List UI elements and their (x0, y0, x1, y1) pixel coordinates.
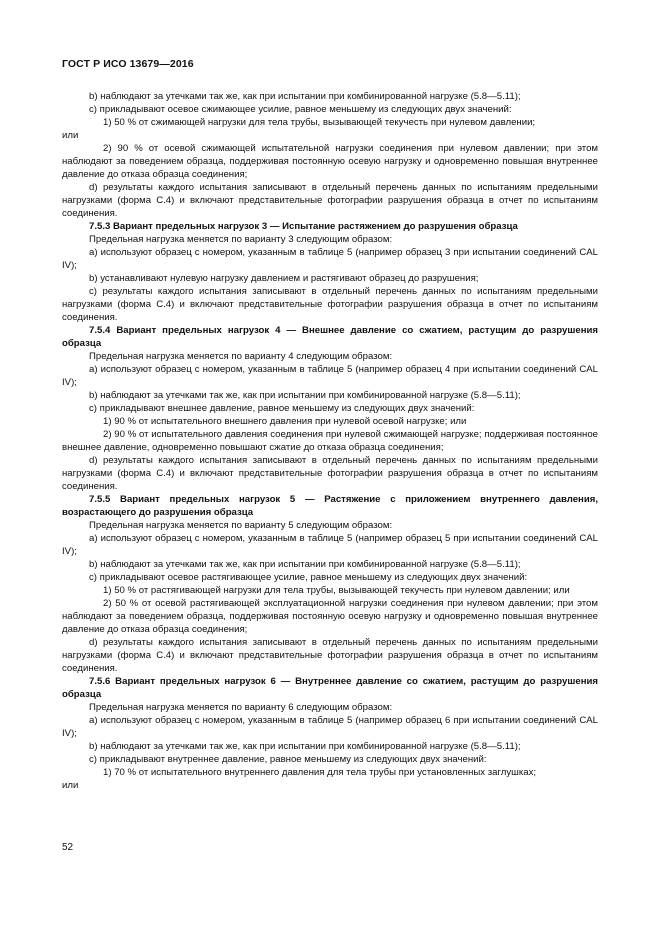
paragraph: b) наблюдают за утечками так же, как при испытании при комбинированной нагрузке (5.8—5.11); (89, 390, 521, 401)
paragraph: а) используют образец с номером, указанным в таблице 5 (например образец 4 при испытании соединений CAL IV); (62, 364, 598, 388)
paragraph: а) используют образец с номером, указанным в таблице 5 (например образец 5 при испытании соединений CAL IV); (62, 533, 598, 557)
paragraph: 2) 90 % от осевой сжимающей испытательной нагрузки соединения при нулевом давлении; при этом наблюдают за поведением образца, поддерживая постоянную осевую нагрузку и одновременно повышая внутреннее давление до отказа образца соединения; (62, 143, 598, 180)
paragraph: 2) 50 % от осевой растягивающей эксплуатационной нагрузки соединения при нулевом давлении; при этом наблюдают за поведением образца, поддерживая постоянную осевую нагрузку и одновременно повышая внутреннее давление до отказа образца соединения; (62, 598, 598, 635)
paragraph: 1) 90 % от испытательного внешнего давления при нулевой осевой нагрузке; или (103, 416, 467, 427)
paragraph: а) используют образец с номером, указанным в таблице 5 (например образец 3 при испытании соединений CAL IV); (62, 247, 598, 271)
paragraph: 1) 50 % от сжимающей нагрузки для тела трубы, вызывающей текучесть при нулевом давлении; (103, 117, 536, 128)
paragraph: c) прикладывают внешнее давление, равное меньшему из следующих двух значений: (89, 403, 475, 414)
paragraph: Предельная нагрузка меняется по варианту 4 следующим образом: (89, 351, 393, 362)
paragraph: Предельная нагрузка меняется по варианту 6 следующим образом: (89, 702, 393, 713)
paragraph: Предельная нагрузка меняется по варианту 3 следующим образом: (89, 234, 393, 245)
paragraph: 1) 50 % от растягивающей нагрузки для тела трубы, вызывающей текучесть при нулевом давлении; или (103, 585, 570, 596)
paragraph: c) прикладывают осевое сжимающее усилие, равное меньшему из следующих двух значений: (89, 104, 512, 115)
paragraph: c) прикладывают осевое растягивающее усилие, равное меньшему из следующих двух значений: (89, 572, 528, 583)
document-header: ГОСТ Р ИСО 13679—2016 (62, 58, 194, 70)
page-number: 52 (62, 842, 74, 853)
paragraph: b) наблюдают за утечками так же, как при испытании при комбинированной нагрузке (5.8—5.11); (89, 741, 521, 752)
paragraph: а) используют образец с номером, указанным в таблице 5 (например образец 6 при испытании соединений CAL IV); (62, 715, 598, 739)
paragraph: 1) 70 % от испытательного внутреннего давления для тела трубы при установленных заглушках; (103, 767, 537, 778)
paragraph: d) результаты каждого испытания записывают в отдельный перечень данных по испытаниям предельными нагрузками (форма С.4) и включают представительные фотографии разрушения образца в отчет по испытаниям соединения. (62, 637, 598, 674)
paragraph: c) результаты каждого испытания записывают в отдельный перечень данных по испытаниям предельными нагрузками (форма С.4) и включают представительные фотографии разрушения образца в отчет по испытаниям соединения. (62, 286, 598, 323)
document-body (62, 90, 598, 792)
paragraph: b) устанавливают нулевую нагрузку давлением и растягивают образец до разрушения; (89, 273, 479, 284)
section-heading: 7.5.5 Вариант предельных нагрузок 5 — Растяжение с приложением внутреннего давления, возрастающего до разрушения образца (62, 494, 598, 518)
paragraph: c) прикладывают внутреннее давление, равное меньшему из следующих двух значений: (89, 754, 487, 765)
paragraph: или (62, 130, 79, 141)
section-heading: 7.5.4 Вариант предельных нагрузок 4 — Внешнее давление со сжатием, растущим до разрушения образца (62, 325, 598, 349)
paragraph: 2) 90 % от испытательного давления соединения при нулевой сжимающей нагрузке; поддерживая постоянное внешнее давление, одновременно повышают сжатие до отказа образца соединения; (62, 429, 598, 453)
section-heading: 7.5.3 Вариант предельных нагрузок 3 — Испытание растяжением до разрушения образца (89, 221, 518, 232)
paragraph: или (62, 780, 79, 791)
paragraph: b) наблюдают за утечками так же, как при испытании при комбинированной нагрузке (5.8—5.11); (89, 559, 521, 570)
paragraph: d) результаты каждого испытания записывают в отдельный перечень данных по испытаниям предельными нагрузками (форма С.4) и включают представительные фотографии разрушения образца в отчет по испытаниям соединения. (62, 182, 598, 219)
paragraph: d) результаты каждого испытания записывают в отдельный перечень данных по испытаниям предельными нагрузками (форма С.4) и включают представительные фотографии разрушения образца в отчет по испытаниям соединения. (62, 455, 598, 492)
paragraph: b) наблюдают за утечками так же, как при испытании при комбинированной нагрузке (5.8—5.11); (89, 91, 521, 102)
paragraph: Предельная нагрузка меняется по варианту 5 следующим образом: (89, 520, 393, 531)
section-heading: 7.5.6 Вариант предельных нагрузок 6 — Внутреннее давление со сжатием, растущим до разрушения образца (62, 676, 598, 700)
